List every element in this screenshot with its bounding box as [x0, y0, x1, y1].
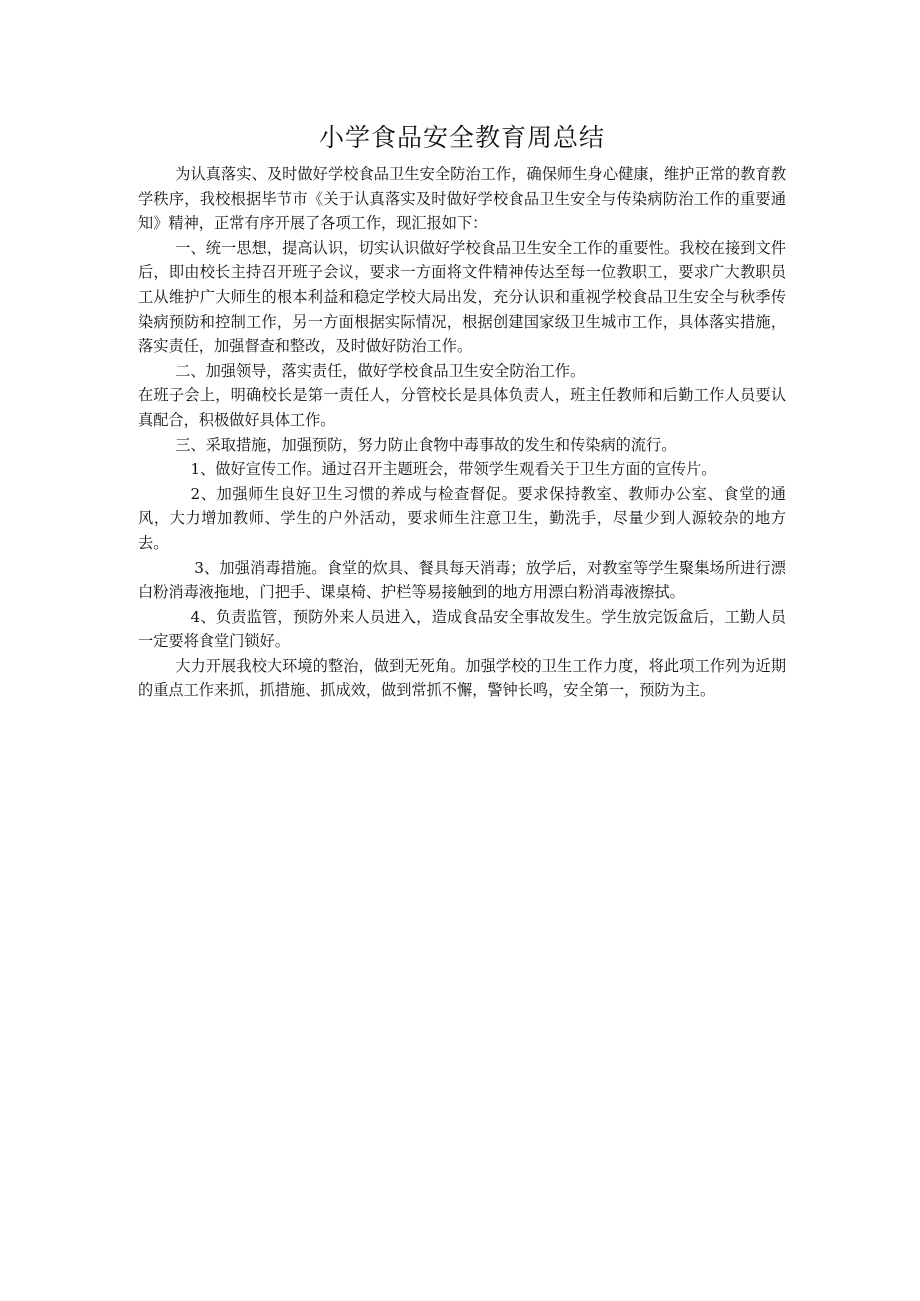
paragraph-measure-3: 3、加强消毒措施。食堂的炊具、餐具每天消毒；放学后，对教室等学生聚集场所进行漂白粉消毒液拖地，门把手、课桌椅、护栏等易接触到的地方用漂白粉消毒液擦拭。: [138, 558, 786, 602]
paragraph-measure-4: 4、负责监管，预防外来人员进入，造成食品安全事故发生。学生放完饭盒后，工勤人员一定要将食堂门锁好。: [138, 607, 786, 651]
paragraph-section-3-heading: 三、采取措施，加强预防，努力防止食物中毒事故的发生和传染病的流行。: [175, 435, 677, 454]
paragraph-section-2-body: 在班子会上，明确校长是第一责任人，分管校长是具体负责人，班主任教师和后勤工作人员要认真配合，积极做好具体工作。: [138, 386, 786, 429]
paragraph-section-2-heading: 二、加强领导，落实责任，做好学校食品卫生安全防治工作。: [175, 361, 586, 380]
paragraph-conclusion: 大力开展我校大环境的整治，做到无死角。加强学校的卫生工作力度，将此项工作列为近期的重点工作来抓，抓措施、抓成效，做到常抓不懈，警钟长鸣，安全第一，预防为主。: [138, 656, 786, 700]
paragraph-section-1: 一、统一思想，提高认识，切实认识做好学校食品卫生安全工作的重要性。我校在接到文件后，即由校长主持召开班子会议，要求一方面将文件精神传达至每一位教职工，要求广大教职员工从维护广大师生的根本利益和稳定学校大局出发，充分认识和重视学校食品卫生安全与秋季传染病预防和控制工作，另一方面根据实际情况，根据创建国家级卫生城市工作，具体落实措施，落实责任，加强督查和整改，及时做好防治工作。: [138, 238, 786, 356]
paragraph-measure-1: 1、做好宣传工作。通过召开主题班会，带领学生观看关于卫生方面的宣传片。: [190, 460, 717, 479]
paragraph-measure-2: 2、加强师生良好卫生习惯的养成与检查督促。要求保持教室、教师办公室、食堂的通风，大力增加教师、学生的户外活动，要求师生注意卫生，勤洗手，尽量少到人源较杂的地方去。: [138, 484, 786, 552]
document-title: 小学食品安全教育周总结: [318, 123, 605, 152]
document-body: [138, 118, 786, 703]
paragraph-intro: 为认真落实、及时做好学校食品卫生安全防治工作，确保师生身心健康，维护正常的教育教学秩序，我校根据毕节市《关于认真落实及时做好学校食品卫生安全与传染病防治工作的重要通知》精神，正常有序开展了各项工作，现汇报如下：: [138, 165, 786, 233]
